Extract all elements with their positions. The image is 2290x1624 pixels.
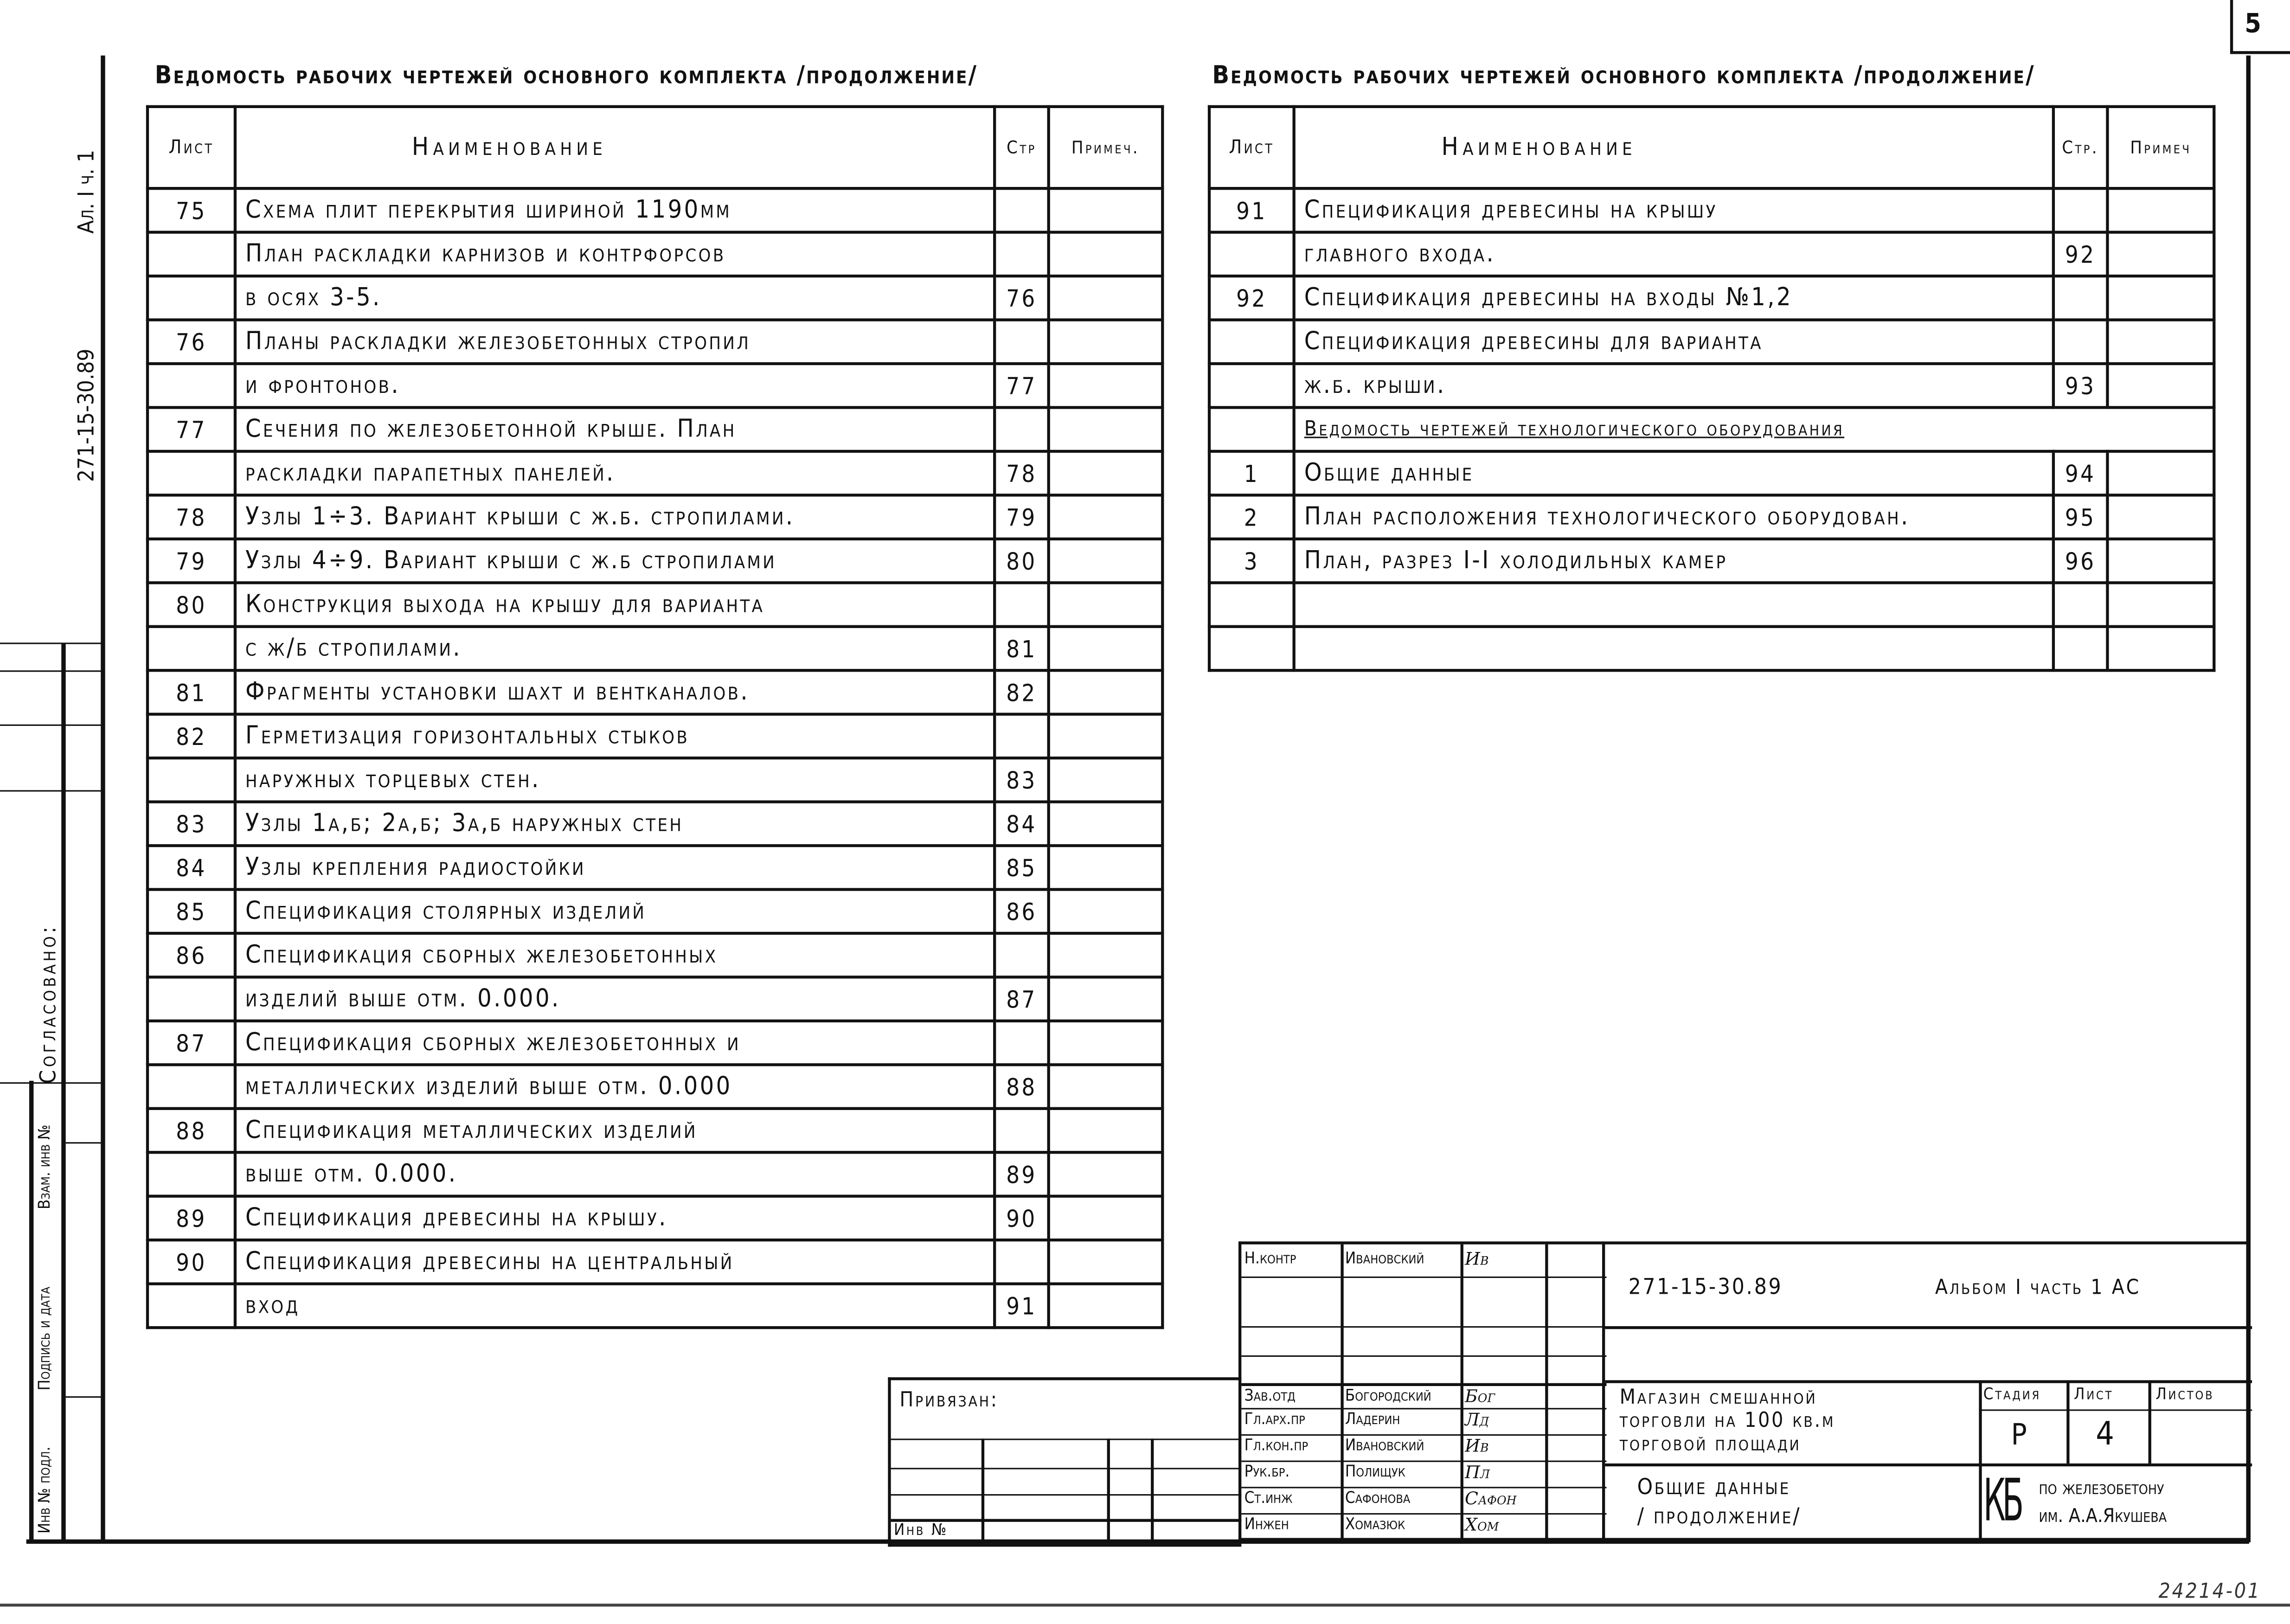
table-row: [148, 714, 1162, 758]
note-cell: [1049, 1240, 1163, 1284]
header-note: Примеч: [2107, 107, 2214, 188]
table-row: [148, 364, 1162, 407]
note-cell: [1049, 495, 1163, 539]
org-line: по железобетону: [2039, 1478, 2164, 1500]
header-sheet: Лист: [148, 107, 235, 188]
sign-date-label: Подпись и дата: [35, 1286, 54, 1391]
sheet-number: [148, 1152, 235, 1196]
stamp-code: 271-15-30.89: [1628, 1273, 1783, 1300]
page-number-cell: [994, 1109, 1048, 1152]
stage-label: Стадия: [1983, 1384, 2041, 1404]
note-cell: [2107, 276, 2214, 320]
drawing-name: План расположения технологического оборудован.: [1294, 495, 2053, 539]
table-row: [148, 627, 1162, 670]
table-row: [148, 1065, 1162, 1108]
note-cell: [2107, 364, 2214, 407]
table-row: [148, 670, 1162, 714]
table-header: [1209, 107, 2214, 188]
page-number-cell: 79: [994, 495, 1048, 539]
drawing-name: ж.б. крыши.: [1294, 364, 2053, 407]
page-number-cell: 91: [994, 1284, 1048, 1328]
sheet-number: [1209, 627, 1294, 670]
org-logo: КБ: [1983, 1468, 2021, 1535]
table-header: [148, 107, 1162, 188]
page-number-cell: [2053, 276, 2107, 320]
drawing-name: Спецификация столярных изделий: [235, 889, 994, 933]
table-row: [148, 320, 1162, 364]
table-row: [1209, 188, 2214, 232]
header-page: Стр: [994, 107, 1048, 188]
sheet-number: 83: [148, 802, 235, 846]
table-row: [1209, 276, 2214, 320]
signer-name: Ладерин: [1345, 1409, 1400, 1429]
signer-sig: Пл: [1465, 1462, 1490, 1483]
header-name: Наименование: [235, 107, 994, 188]
table-row: [1209, 539, 2214, 583]
note-cell: [2107, 188, 2214, 232]
sheet-number: 75: [148, 188, 235, 232]
page-number-cell: [994, 1240, 1048, 1284]
table-row: [1209, 451, 2214, 495]
sheet-number: 78: [148, 495, 235, 539]
table-row: [148, 407, 1162, 451]
right-table-title: Ведомость рабочих чертежей основного комплекта /продолжение/: [1212, 61, 2035, 91]
note-cell: [1049, 451, 1163, 495]
drawing-name: Ведомость чертежей технологического оборудования: [1294, 407, 2214, 451]
signer-role: Рук.бр.: [1244, 1462, 1290, 1481]
note-cell: [1049, 714, 1163, 758]
sheet-number: [148, 364, 235, 407]
sheet-number: [1209, 320, 1294, 364]
project-line: торговой площади: [1619, 1432, 1801, 1457]
page-number-cell: 76: [994, 276, 1048, 320]
note-cell: [2107, 451, 2214, 495]
drawing-name: [1294, 583, 2053, 626]
table-row: [1209, 495, 2214, 539]
table-row: [148, 889, 1162, 933]
sheet-number: 76: [148, 320, 235, 364]
sheets-label: Листов: [2155, 1384, 2214, 1404]
drawing-name: Спецификация древесины на крышу.: [235, 1196, 994, 1240]
sheet-label: Лист: [2074, 1384, 2114, 1404]
project-line: Магазин смешанной: [1619, 1386, 1817, 1410]
margin-agreed: Согласовано:: [35, 924, 62, 1084]
note-cell: [1049, 1196, 1163, 1240]
drawing-name: Герметизация горизонтальных стыков: [235, 714, 994, 758]
page-number-cell: 96: [2053, 539, 2107, 583]
page-number-cell: [2053, 320, 2107, 364]
drawing-name: Спецификация металлических изделий: [235, 1109, 994, 1152]
drawing-name: Узлы 4÷9. Вариант крыши с ж.б стропилами: [235, 539, 994, 583]
signer-name: Сафонова: [1345, 1488, 1411, 1508]
title-block: [1602, 1241, 2249, 1541]
signer-sig: Ив: [1465, 1249, 1489, 1270]
sheet-number: 80: [148, 583, 235, 626]
sheet-number: 91: [1209, 188, 1294, 232]
signer-sig: Бог: [1465, 1386, 1495, 1407]
sheet-number: [148, 1065, 235, 1108]
page-number-cell: 78: [994, 451, 1048, 495]
table-row: [148, 451, 1162, 495]
sheet-number: [1209, 407, 1294, 451]
table-row: [148, 1152, 1162, 1196]
org-name: [2039, 1475, 2167, 1531]
signer-name: Богородский: [1345, 1386, 1431, 1405]
note-cell: [1049, 320, 1163, 364]
sheet-number: 84: [148, 846, 235, 889]
page-number: 5: [2245, 8, 2263, 40]
stage-value: Р: [2011, 1417, 2029, 1452]
right-drawings-table: [1208, 105, 2216, 672]
drawing-name: Сечения по железобетонной крыше. План: [235, 407, 994, 451]
drawing-name: Планы раскладки железобетонных стропил: [235, 320, 994, 364]
page-number-cell: 88: [994, 1065, 1048, 1108]
page-number-cell: [2053, 583, 2107, 626]
sheet-number: 1: [1209, 451, 1294, 495]
margin-stamp-box: [29, 1081, 102, 1541]
header-note: Примеч.: [1049, 107, 1163, 188]
sheet-number: 82: [148, 714, 235, 758]
table-row: [148, 758, 1162, 802]
margin-code: 271-15-30.89: [73, 348, 100, 482]
table-row: [148, 1284, 1162, 1328]
inv-orig-label: Инв № подл.: [35, 1446, 54, 1534]
drawing-name: План, разрез I-I холодильных камер: [1294, 539, 2053, 583]
signer-role: Инжен: [1244, 1515, 1289, 1534]
margin-album: Ал. I ч. 1: [73, 149, 100, 234]
drawing-name: металлических изделий выше отм. 0.000: [235, 1065, 994, 1108]
drawing-name: Общие данные: [1294, 451, 2053, 495]
header-sheet: Лист: [1209, 107, 1294, 188]
signer-sig: Сафон: [1465, 1488, 1517, 1509]
note-cell: [2107, 583, 2214, 626]
sheet-number: 2: [1209, 495, 1294, 539]
page-number-cell: [2053, 627, 2107, 670]
note-cell: [1049, 539, 1163, 583]
note-cell: [2107, 627, 2214, 670]
sheet-number: 88: [148, 1109, 235, 1152]
note-cell: [2107, 232, 2214, 276]
signer-role: Зав.отд: [1244, 1386, 1296, 1405]
sheet-number: 3: [1209, 539, 1294, 583]
sheet-number: 79: [148, 539, 235, 583]
drawing-name: и фронтонов.: [235, 364, 994, 407]
sheet-number: [148, 627, 235, 670]
drawing-name: Узлы 1÷3. Вариант крыши с ж.б. стропилами.: [235, 495, 994, 539]
stamp-album: Альбом I часть 1 АС: [1935, 1276, 2141, 1300]
note-cell: [1049, 933, 1163, 977]
page-number-cell: 86: [994, 889, 1048, 933]
drawing-name: в осях 3-5.: [235, 276, 994, 320]
page-number-cell: 94: [2053, 451, 2107, 495]
note-cell: [1049, 1021, 1163, 1065]
signer-role: Н.контр: [1244, 1249, 1296, 1268]
project-name: [1620, 1386, 1835, 1456]
sheet-number: [148, 977, 235, 1021]
sheet-number: [148, 276, 235, 320]
note-cell: [1049, 364, 1163, 407]
sheet-edge: [0, 1604, 2290, 1606]
page-number-cell: 87: [994, 977, 1048, 1021]
replace-inv-label: Взам. инв №: [35, 1124, 54, 1210]
table-row: [1209, 232, 2214, 276]
sheet-number: 81: [148, 670, 235, 714]
table-row: [148, 495, 1162, 539]
drawing-name: вход: [235, 1284, 994, 1328]
page-number-cell: 77: [994, 364, 1048, 407]
note-cell: [1049, 802, 1163, 846]
page-number-cell: 90: [994, 1196, 1048, 1240]
note-cell: [1049, 1109, 1163, 1152]
left-drawings-table: [146, 105, 1164, 1329]
drawing-name: Спецификация сборных железобетонных и: [235, 1021, 994, 1065]
page-number-box-line: [2230, 0, 2233, 52]
inv-label: Инв №: [893, 1520, 949, 1540]
note-cell: [1049, 758, 1163, 802]
page-number-cell: 83: [994, 758, 1048, 802]
page-number-cell: [994, 1021, 1048, 1065]
table-row: [148, 232, 1162, 276]
sheet-number: [148, 451, 235, 495]
table-row: [148, 1021, 1162, 1065]
signer-sig: Хом: [1465, 1515, 1499, 1535]
note-cell: [1049, 1065, 1163, 1108]
table-row: [148, 846, 1162, 889]
drawing-name: Узлы 1а,б; 2а,б; 3а,б наружных стен: [235, 802, 994, 846]
drawing-name: Спецификация древесины для варианта: [1294, 320, 2053, 364]
drawing-name: Спецификация древесины на крышу: [1294, 188, 2053, 232]
table-row: [148, 933, 1162, 977]
note-cell: [1049, 846, 1163, 889]
note-cell: [2107, 320, 2214, 364]
sheet-number: 77: [148, 407, 235, 451]
bound-label: Привязан:: [899, 1389, 999, 1412]
note-cell: [2107, 495, 2214, 539]
table-row: [148, 802, 1162, 846]
sheet-number: [148, 232, 235, 276]
page-number-cell: 89: [994, 1152, 1048, 1196]
note-cell: [1049, 407, 1163, 451]
page-number-cell: 92: [2053, 232, 2107, 276]
page-number-cell: 85: [994, 846, 1048, 889]
table-row: [148, 1196, 1162, 1240]
signer-name: Хомазюк: [1345, 1515, 1405, 1534]
sheet-title-line: Общие данные: [1637, 1473, 1791, 1500]
project-line: торговли на 100 кв.м: [1619, 1409, 1835, 1433]
signer-role: Гл.арх.пр: [1244, 1409, 1305, 1429]
signer-sig: Лд: [1465, 1409, 1489, 1430]
page-number-cell: [994, 714, 1048, 758]
page-number-cell: 84: [994, 802, 1048, 846]
sheet-number: [1209, 583, 1294, 626]
signer-name: Ивановский: [1345, 1436, 1424, 1455]
note-cell: [1049, 670, 1163, 714]
sheet-number: [1209, 232, 1294, 276]
drawing-name: Конструкция выхода на крышу для варианта: [235, 583, 994, 626]
sheet-number: [148, 758, 235, 802]
left-table-title: Ведомость рабочих чертежей основного комплекта /продолжение/: [154, 61, 978, 91]
signer-sig: Ив: [1465, 1436, 1489, 1457]
page-number-cell: [994, 933, 1048, 977]
drawing-name: выше отм. 0.000.: [235, 1152, 994, 1196]
note-cell: [1049, 1284, 1163, 1328]
signatures-block: [1238, 1241, 1604, 1541]
note-cell: [1049, 977, 1163, 1021]
drawing-name: Фрагменты установки шахт и вентканалов.: [235, 670, 994, 714]
page-number-cell: [994, 583, 1048, 626]
table-row: [148, 188, 1162, 232]
table-row: [148, 583, 1162, 626]
header-page: Стр.: [2053, 107, 2107, 188]
signer-role: Гл.кон.пр: [1244, 1436, 1309, 1455]
sheet-number: [148, 1284, 235, 1328]
header-name: Наименование: [1294, 107, 2053, 188]
drawing-name: Узлы крепления радиостойки: [235, 846, 994, 889]
drawing-name: [1294, 627, 2053, 670]
page-number-cell: 81: [994, 627, 1048, 670]
drawing-name: Схема плит перекрытия шириной 1190мм: [235, 188, 994, 232]
page-number-cell: [994, 407, 1048, 451]
sheet-number: 90: [148, 1240, 235, 1284]
page-number-box-line: [2230, 51, 2290, 54]
page-number-cell: [994, 188, 1048, 232]
drawing-name: главного входа.: [1294, 232, 2053, 276]
sheet-number: 89: [148, 1196, 235, 1240]
note-cell: [1049, 1152, 1163, 1196]
page-number-cell: 80: [994, 539, 1048, 583]
page-number-cell: 93: [2053, 364, 2107, 407]
page-number-cell: 95: [2053, 495, 2107, 539]
note-cell: [2107, 539, 2214, 583]
page-number-cell: [2053, 188, 2107, 232]
drawing-name: Спецификация древесины на центральный: [235, 1240, 994, 1284]
table-row: [148, 276, 1162, 320]
table-row: [148, 539, 1162, 583]
bound-box: [888, 1377, 1241, 1547]
org-line: им. А.А.Якушева: [2039, 1506, 2167, 1528]
drawing-name: изделий выше отм. 0.000.: [235, 977, 994, 1021]
signer-role: Ст.инж: [1244, 1488, 1293, 1508]
note-cell: [1049, 232, 1163, 276]
page-number-cell: [994, 320, 1048, 364]
signer-name: Ивановский: [1345, 1249, 1424, 1268]
sheet-number: 86: [148, 933, 235, 977]
note-cell: [1049, 627, 1163, 670]
drawing-name: наружных торцевых стен.: [235, 758, 994, 802]
page-number-cell: [994, 232, 1048, 276]
drawing-name: Спецификация сборных железобетонных: [235, 933, 994, 977]
table-row: [148, 1109, 1162, 1152]
sheet-title-line: / продолжение/: [1637, 1502, 1802, 1529]
note-cell: [1049, 188, 1163, 232]
drawing-name: раскладки парапетных панелей.: [235, 451, 994, 495]
sheet-title: [1637, 1472, 1802, 1531]
table-row: [1209, 320, 2214, 364]
signer-name: Полищук: [1345, 1462, 1405, 1481]
table-row: [1209, 364, 2214, 407]
sheet-value: 4: [2096, 1417, 2116, 1453]
table-row: [1209, 583, 2214, 626]
sheet-number: [1209, 364, 1294, 407]
note-cell: [1049, 889, 1163, 933]
sheet-number: 85: [148, 889, 235, 933]
table-row: [148, 1240, 1162, 1284]
sheet-number: 87: [148, 1021, 235, 1065]
table-row: [148, 977, 1162, 1021]
table-row: [1209, 407, 2214, 451]
note-cell: [1049, 583, 1163, 626]
page-number-cell: 82: [994, 670, 1048, 714]
table-row: [1209, 627, 2214, 670]
agreed-grid: [0, 642, 102, 1084]
note-cell: [1049, 276, 1163, 320]
sheet-number: 92: [1209, 276, 1294, 320]
archive-number: 24214-01: [2158, 1580, 2261, 1604]
drawing-name: с ж/б стропилами.: [235, 627, 994, 670]
drawing-name: Спецификация древесины на входы №1,2: [1294, 276, 2053, 320]
drawing-name: План раскладки карнизов и контрфорсов: [235, 232, 994, 276]
